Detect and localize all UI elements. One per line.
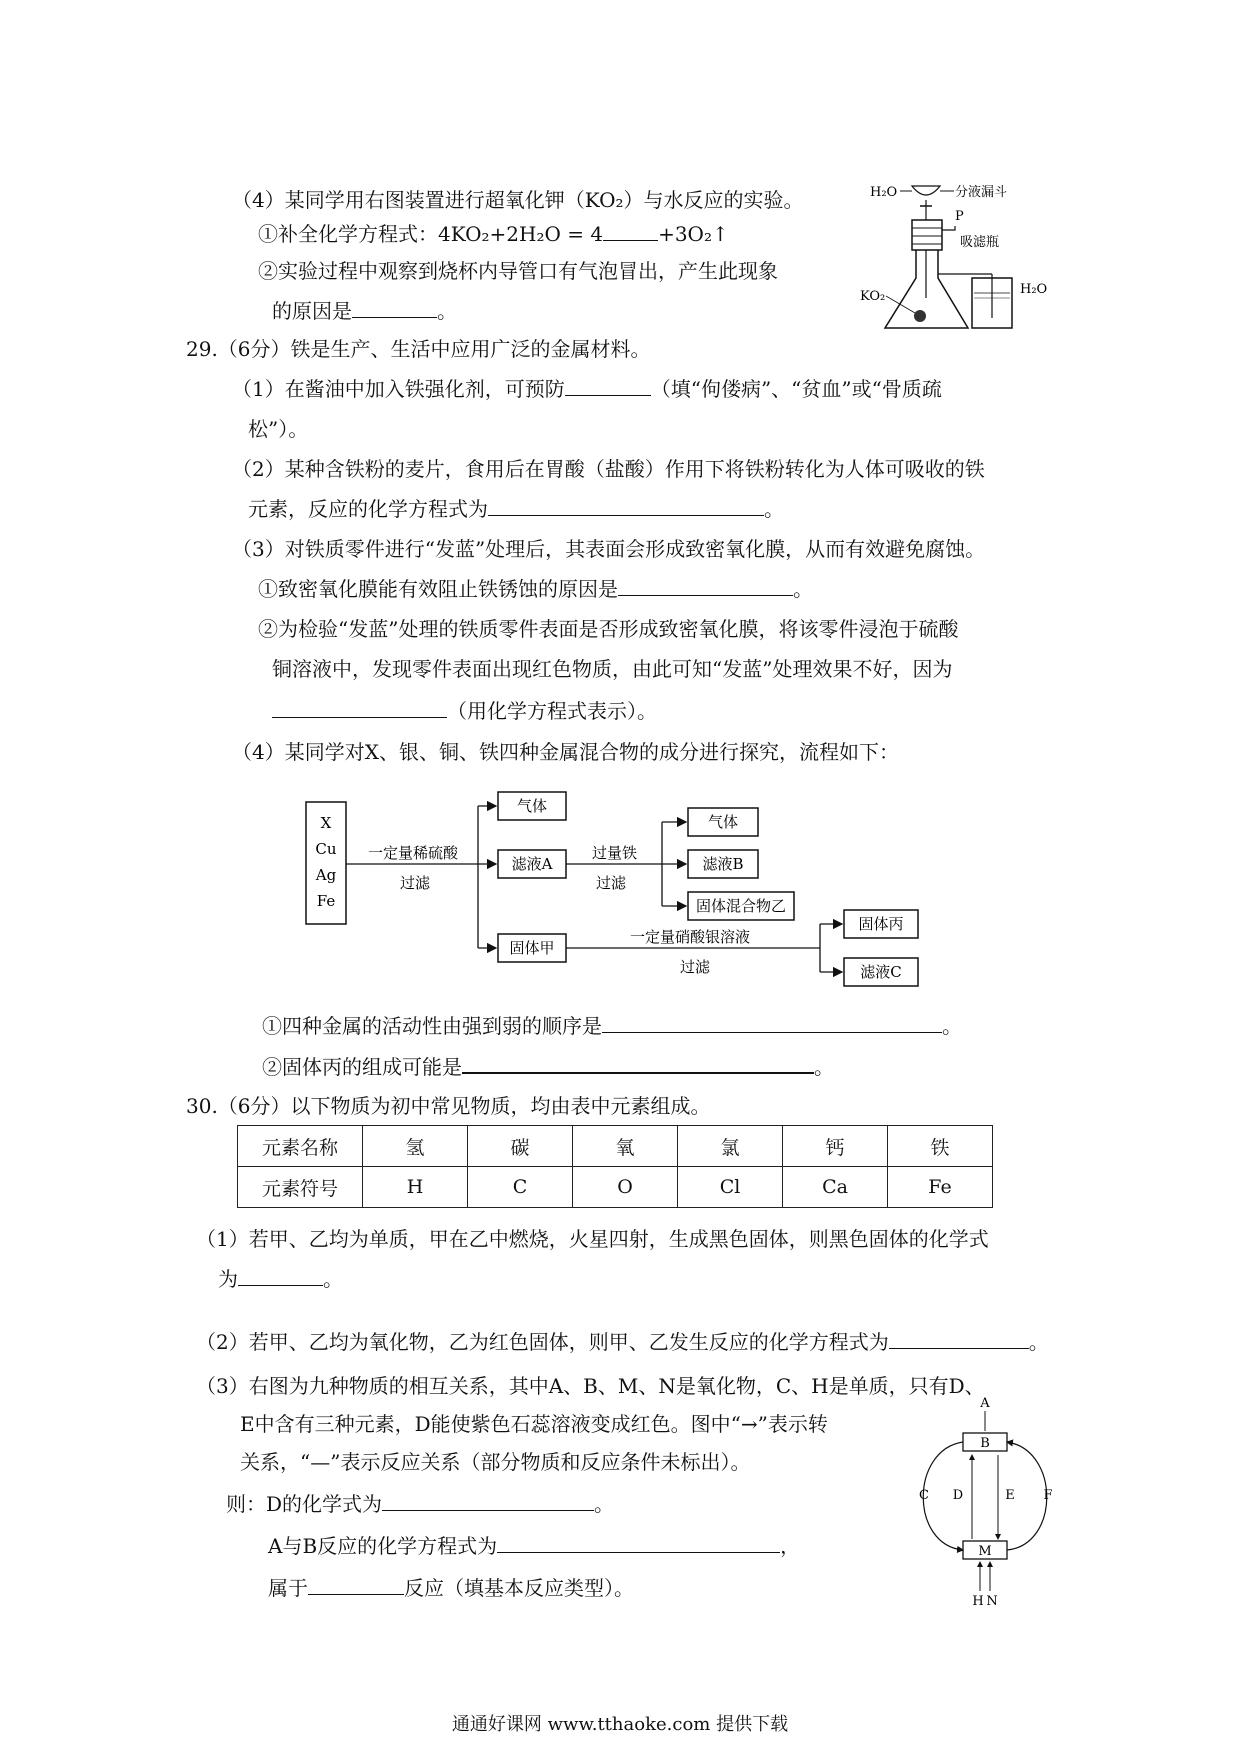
q29-3-b-line2: 铜溶液中，发现零件表面出现红色物质，由此可知“发蓝”处理效果不好，因为: [272, 657, 953, 681]
q29-3-b-line1: ②为检验“发蓝”处理的铁质零件表面是否形成致密氧化膜，将该零件浸泡于硫酸: [258, 617, 959, 641]
q30-1-line2: [218, 1265, 343, 1293]
node-c: C: [919, 1488, 929, 1503]
element-symbol-cell: Fe: [888, 1167, 993, 1208]
q29-3-a-blank[interactable]: [618, 575, 793, 596]
q30-3-type: [268, 1574, 634, 1602]
q30-3-line1: （3）右图为九种物质的相互关系，其中A、B、M、N是氧化物，C、H是单质，只有D、: [196, 1374, 985, 1398]
apparatus-ko2-label: KO₂: [860, 289, 886, 304]
q28-4-eq-suffix: +3O₂↑: [658, 222, 729, 246]
q29-4-a-period: 。: [942, 1014, 962, 1038]
gas1-label: 气体: [516, 797, 548, 815]
q30-1-prefix: 为: [218, 1267, 238, 1291]
solid-bing-label: 固体丙: [858, 915, 904, 933]
q30-3-ab-suffix: ，: [780, 1534, 801, 1558]
step2-top-label: 过量铁: [592, 844, 638, 862]
relationship-diagram: [910, 1395, 1060, 1610]
node-n: N: [986, 1594, 998, 1609]
node-e: E: [1005, 1488, 1015, 1503]
element-name-header: 元素名称: [238, 1126, 363, 1167]
q30-3-line3: 关系，“—”表示反应关系（部分物质和反应条件未标出）。: [240, 1450, 751, 1474]
element-name-cell: 氯: [678, 1126, 783, 1167]
q30-2-period: 。: [1028, 1330, 1049, 1354]
q28-4-equation: [258, 220, 729, 248]
node-d: D: [952, 1488, 964, 1503]
element-name-cell: 钙: [783, 1126, 888, 1167]
q29-3-a-prefix: ①致密氧化膜能有效阻止铁锈蚀的原因是: [258, 577, 618, 601]
q29-4-line1: （4）某同学对X、银、铜、铁四种金属混合物的成分进行探究，流程如下：: [232, 740, 899, 764]
element-symbol-cell: Cl: [678, 1167, 783, 1208]
q30-1-line1: （1）若甲、乙均为单质，甲在乙中燃烧，火星四射，生成黑色固体，则黑色固体的化学式: [196, 1227, 989, 1251]
q30-3-type-prefix: 属于: [268, 1576, 308, 1600]
mixture-fe: Fe: [316, 892, 336, 910]
element-name-cell: 氢: [363, 1126, 468, 1167]
q29-2-period: 。: [764, 497, 784, 521]
apparatus-funnel-label: 分液漏斗: [955, 185, 1008, 200]
q29-4-a-prefix: ①四种金属的活动性由强到弱的顺序是: [262, 1014, 602, 1038]
q29-3-b-line3: [272, 697, 657, 725]
step1-bottom-label: 过滤: [400, 874, 431, 892]
page-footer: 通通好课网 www.tthaoke.com 提供下载: [451, 1714, 789, 1735]
q29-1-suffix: （填“佝偻病”、“贫血”或“骨质疏: [650, 377, 942, 401]
q30-3-ab-blank[interactable]: [497, 1532, 780, 1553]
q29-4-b-prefix: ②固体丙的组成可能是: [262, 1055, 462, 1079]
q28-4-period: 。: [437, 299, 457, 323]
q29-title: 29.（6分）铁是生产、生活中应用广泛的金属材料。: [186, 337, 651, 361]
step1-top-label: 一定量稀硫酸: [368, 844, 459, 862]
apparatus-flask-label: 吸滤瓶: [960, 235, 1000, 250]
q30-1-period: 。: [323, 1267, 343, 1291]
gas2-label: 气体: [707, 813, 739, 831]
element-symbol-row: [238, 1167, 993, 1208]
element-name-cell: 氧: [573, 1126, 678, 1167]
q28-4-obs-line1: ②实验过程中观察到烧杯内导管口有气泡冒出，产生此现象: [258, 259, 778, 283]
apparatus-figure: [860, 178, 1070, 343]
q28-4-intro: （4）某同学用右图装置进行超氧化钾（KO₂）与水反应的实验。: [232, 188, 804, 212]
node-a: A: [980, 1396, 990, 1411]
q29-2-line1: （2）某种含铁粉的麦片，食用后在胃酸（盐酸）作用下将铁粉转化为人体可吸收的铁: [232, 457, 985, 481]
q29-1-blank[interactable]: [565, 375, 651, 396]
q30-3-d-prefix: 则：D的化学式为: [226, 1492, 383, 1516]
q29-4-b-period: 。: [814, 1055, 834, 1079]
mixture-x: X: [320, 814, 332, 832]
q29-2-blank[interactable]: [488, 495, 764, 516]
filtrate-b-label: 滤液B: [702, 855, 744, 873]
q29-1-line1: [232, 375, 942, 403]
element-symbol-cell: O: [573, 1167, 678, 1208]
q30-3-line2: E中含有三种元素，D能使紫色石蕊溶液变成红色。图中“→”表示转: [240, 1412, 828, 1436]
q30-2-blank[interactable]: [889, 1328, 1029, 1349]
metal-flowchart: [300, 788, 940, 988]
node-b: B: [980, 1436, 990, 1451]
q29-3-line1: （3）对铁质零件进行“发蓝”处理后，其表面会形成致密氧化膜，从而有效避免腐蚀。: [232, 537, 986, 561]
q29-4-a-blank[interactable]: [602, 1012, 942, 1033]
q28-4-obs-prefix: 的原因是: [272, 299, 352, 323]
filtrate-c-label: 滤液C: [860, 963, 902, 981]
q29-3-a: [258, 575, 813, 603]
q30-3-d-period: 。: [594, 1492, 615, 1516]
q30-title: 30.（6分）以下物质为初中常见物质，均由表中元素组成。: [186, 1094, 711, 1118]
element-table: [237, 1125, 993, 1208]
q29-4-b-blank[interactable]: [462, 1052, 814, 1074]
apparatus-h2o-beaker: H₂O: [1020, 282, 1048, 297]
q29-2-line2: [248, 495, 784, 523]
mixture-ag: Ag: [315, 866, 337, 884]
q30-3-type-blank[interactable]: [308, 1574, 404, 1595]
element-symbol-cell: Ca: [783, 1167, 888, 1208]
q30-2: [196, 1328, 1049, 1356]
element-name-row: [238, 1126, 993, 1167]
element-symbol-cell: C: [468, 1167, 573, 1208]
q28-4-eq-blank[interactable]: [603, 220, 658, 241]
q30-1-blank[interactable]: [238, 1265, 323, 1286]
solid-mix-yi-label: 固体混合物乙: [695, 897, 787, 915]
apparatus-p-label: P: [955, 209, 964, 224]
element-name-cell: 铁: [888, 1126, 993, 1167]
q28-4-obs-line2: [272, 297, 457, 325]
filtrate-a-label: 滤液A: [511, 855, 553, 873]
node-m: M: [978, 1544, 992, 1559]
element-name-cell: 碳: [468, 1126, 573, 1167]
q30-3-d-blank[interactable]: [382, 1490, 594, 1511]
q30-3-d: [226, 1490, 614, 1518]
element-symbol-header: 元素符号: [238, 1167, 363, 1208]
q28-4-obs-blank[interactable]: [352, 297, 437, 318]
q29-1-line2: 松”）。: [248, 417, 309, 441]
q29-2-prefix: 元素，反应的化学方程式为: [248, 497, 488, 521]
q28-4-eq-prefix: ①补全化学方程式：4KO₂+2H₂O = 4: [258, 222, 604, 246]
q30-3-ab-prefix: A与B反应的化学方程式为: [268, 1534, 498, 1558]
step3-bottom-label: 过滤: [680, 958, 711, 976]
q29-3-b-suffix: （用化学方程式表示）。: [447, 699, 657, 723]
solid-jia-label: 固体甲: [509, 939, 555, 957]
step2-bottom-label: 过滤: [596, 874, 627, 892]
element-symbol-cell: H: [363, 1167, 468, 1208]
node-f: F: [1043, 1488, 1053, 1503]
q29-1-prefix: （1）在酱油中加入铁强化剂，可预防: [232, 377, 565, 401]
q30-3-type-suffix: 反应（填基本反应类型）。: [404, 1576, 634, 1600]
apparatus-h2o-top: H₂O: [870, 185, 898, 200]
mixture-cu: Cu: [315, 840, 337, 858]
q29-3-a-period: 。: [793, 577, 813, 601]
q29-3-b-blank[interactable]: [272, 697, 447, 718]
q29-4-a: [262, 1012, 962, 1040]
node-h: H: [972, 1594, 984, 1609]
q30-2-prefix: （2）若甲、乙均为氧化物，乙为红色固体，则甲、乙发生反应的化学方程式为: [196, 1330, 889, 1354]
q29-4-b: [262, 1052, 834, 1081]
q30-3-ab: [268, 1532, 800, 1560]
step3-top-label: 一定量硝酸银溶液: [630, 928, 751, 946]
